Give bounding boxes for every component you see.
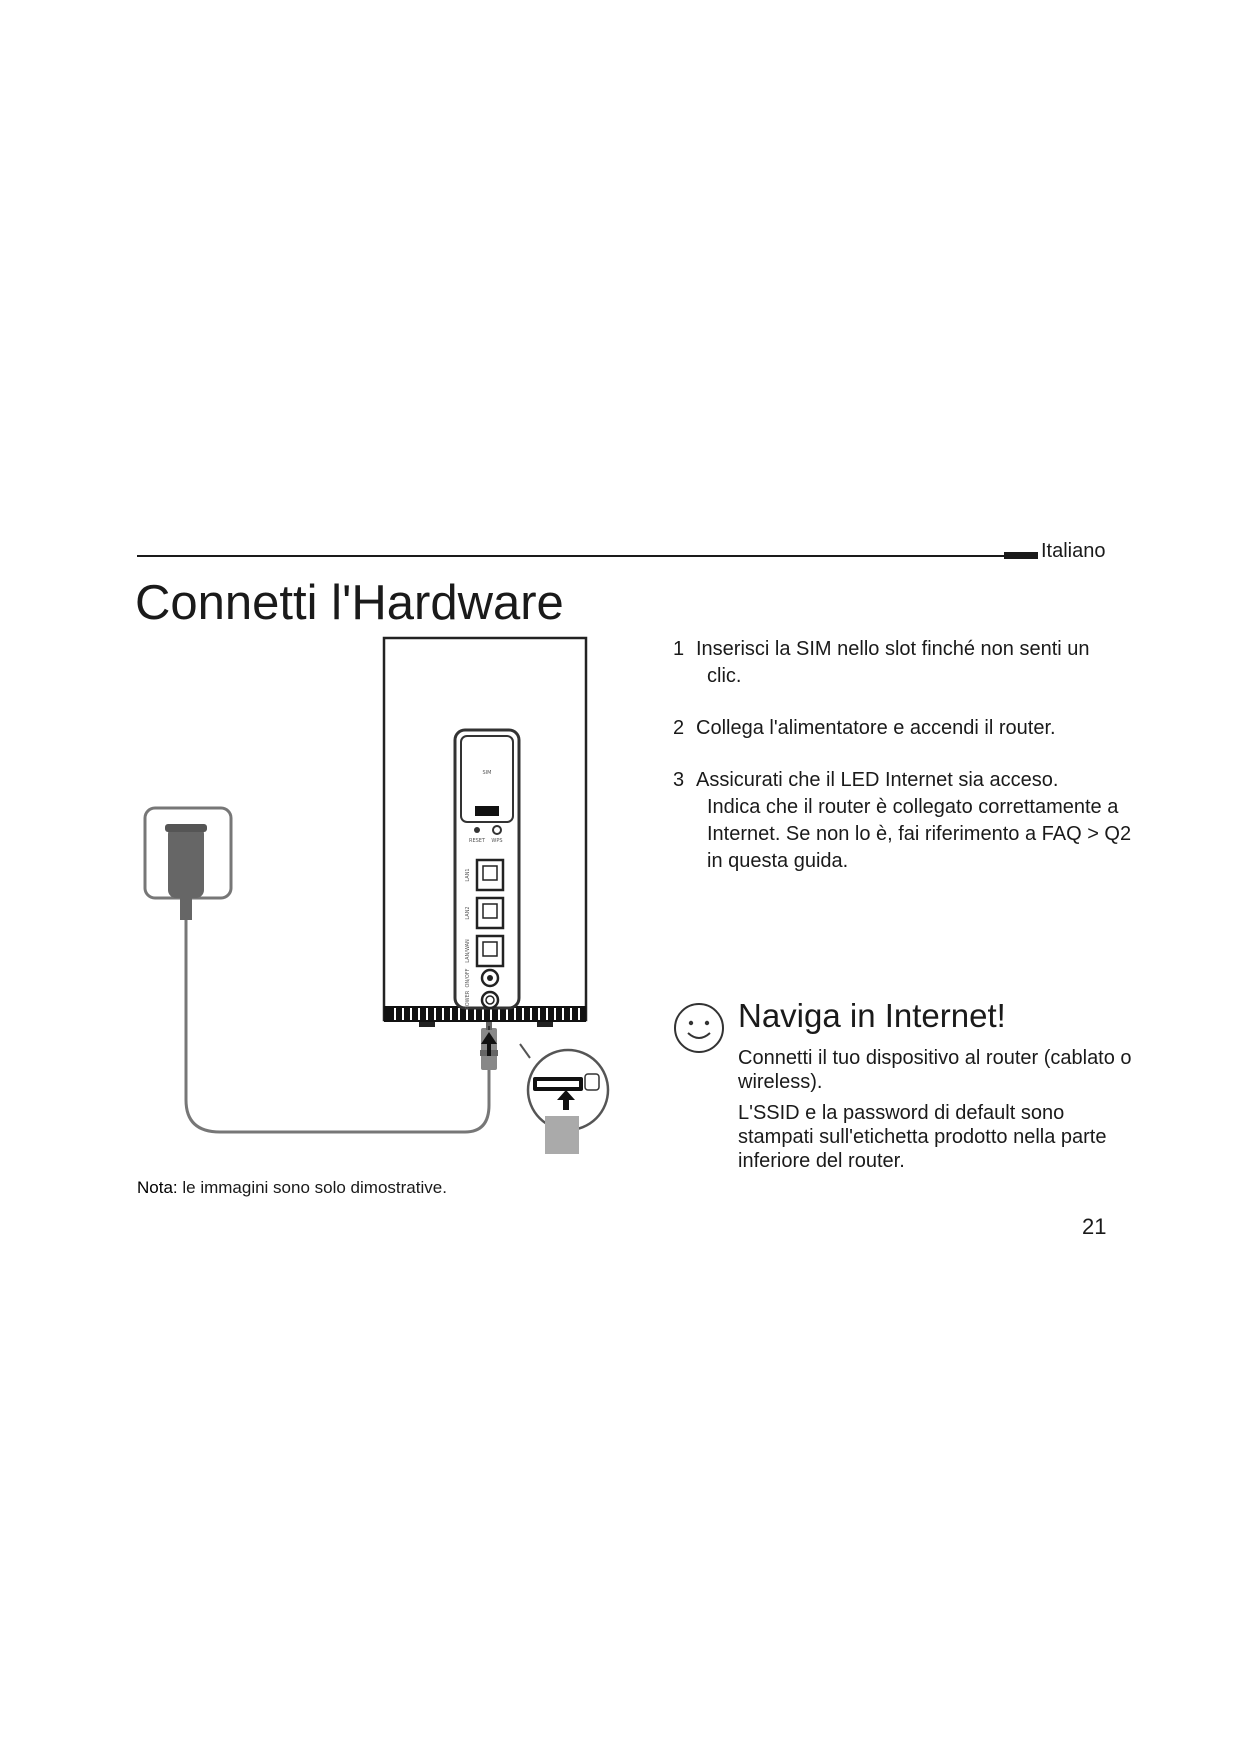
note-text: le immagini sono solo dimostrative. (177, 1178, 447, 1197)
step-3 (673, 767, 1133, 875)
lan2-label: LAN2 (465, 906, 471, 920)
smiley-icon (672, 1001, 726, 1055)
hardware-steps (673, 636, 1133, 900)
power-label: POWER (465, 990, 471, 1010)
step-continuation: Indica che il router è collegato correttamente a Internet. Se non lo è, fai riferimento a FAQ > Q2 in questa guida. (707, 796, 1132, 872)
wps-label: WPS (491, 838, 503, 844)
reset-label: RESET (468, 838, 486, 844)
browse-paragraph-1: Connetti il tuo dispositivo al router (cablato o wireless). (738, 1047, 1132, 1093)
page-number: 21 (1082, 1214, 1107, 1239)
power-adapter-icon (165, 824, 207, 920)
header-rule-tab (1004, 552, 1038, 559)
step-continuation: clic. (707, 665, 742, 687)
step-text: Assicurati che il LED Internet sia acceso. (696, 769, 1059, 791)
sim-callout (520, 1044, 608, 1154)
lan1-label: LAN1 (465, 868, 471, 882)
browse-paragraph-2: L'SSID e la password di default sono stampati sull'etichetta prodotto nella parte inferiore del router. (738, 1102, 1107, 1172)
lan-wan-label: LAN/WAN (465, 939, 471, 963)
header-rule (137, 555, 1007, 557)
note-label: Nota: (137, 1178, 178, 1197)
step-number: 3 (673, 769, 685, 791)
step-text: Collega l'alimentatore e accendi il router. (696, 717, 1056, 739)
language-label: Italiano (1041, 540, 1106, 562)
sim-label: SIM (482, 770, 492, 776)
step-number: 2 (673, 717, 685, 739)
step-2 (673, 715, 1133, 742)
note (137, 1178, 447, 1198)
browse-title: Naviga in Internet! (738, 997, 1006, 1034)
port-panel (455, 730, 519, 1009)
on-off-label: ON/OFF (465, 968, 471, 988)
page-title: Connetti l'Hardware (135, 576, 564, 630)
router-illustration (135, 630, 635, 1170)
step-number: 1 (673, 638, 685, 660)
step-1 (673, 636, 1133, 690)
step-text: Inserisci la SIM nello slot finché non senti un (696, 638, 1090, 660)
